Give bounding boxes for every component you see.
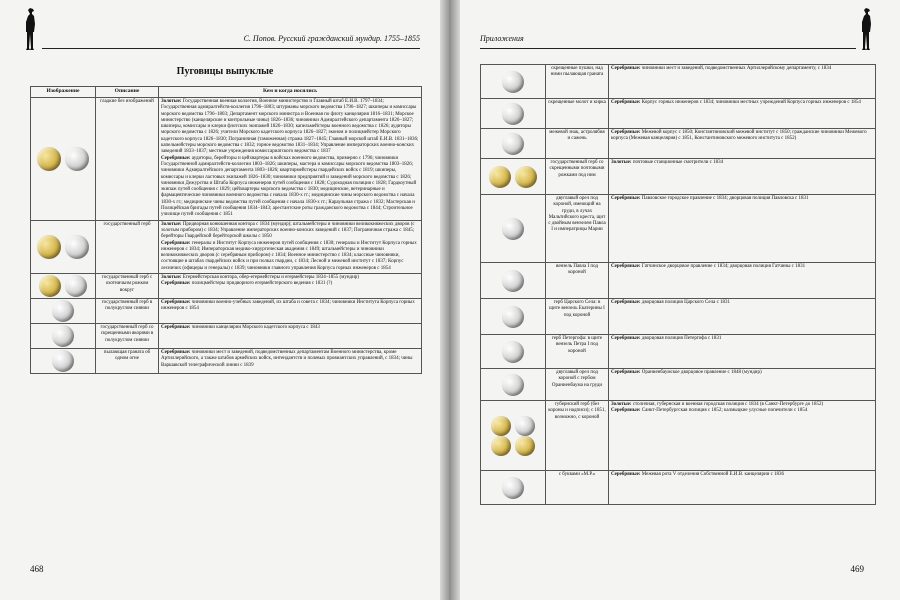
uniform-button-icon (52, 300, 74, 322)
wearer-text: Межевая рота V отделения Собственной Е.И.В. канцелярии с 1836 (641, 472, 785, 477)
uniform-button-icon (502, 306, 524, 328)
uniform-button-icon (502, 270, 524, 292)
metal-label: Серебряные: (611, 196, 641, 201)
officer-silhouette-icon (860, 8, 874, 50)
worn-by-and-when (609, 401, 876, 471)
uniform-button-icon (65, 235, 89, 259)
page-number: 468 (30, 564, 44, 574)
button-images (481, 159, 546, 195)
uniform-button-icon (502, 374, 524, 396)
metal-label: Серебряные: (611, 130, 641, 135)
button-images (31, 98, 96, 221)
table-row (31, 98, 422, 221)
wearer-text: Государственная военная коллегия, Военное министерство и Главный штаб Е.И.В. 1797–1834; Государственная адмиралтейств-коллегия 1796–1803; штурманы морского ведомства 1796–1827; шкиперы и комиссары морского ведомства 1796–1803; Департамент морского министра и Военная по флоту канцелярия 1816–1831; Морское министерство (канцелярские и контрольные чины) 1826–1836; чиновники Адмиралтейского департамента 1826–1827; шкиперы, комиссары и клерки флотских экипажей 1826–1830; капельмейстеры военного ведомства с 1826; аудиторы морского ведомства с 1826; учители Морского кадетского корпуса 1826–1827; эконом и полицмейстер Морского кадетского корпуса 1826–1830; Пограничная (таможенная) стража 1827–1845; Главный морской штаб Е.И.В. 1831–1836; капельмейстеры морского ведомства с 1832; горное ведомство 1831–1834; Управление императорских военно-конских заведений 1833–1837; местные учреждения комиссариатского ведомства с 1837 (161, 99, 419, 155)
worn-by-and-when (159, 299, 422, 324)
button-description: государственный герб со скрещенными почтовыми рожками под ним (546, 159, 609, 195)
worn-by-and-when (159, 220, 422, 273)
uniform-button-icon (502, 341, 524, 363)
wearer-text: аудиторы, берейторы и цейхвартеры в войсках военного ведомства, примерно с 1796; чиновники Государственной адмиралтейств-коллегии 1803–1826; шкиперы, мастера и комиссары морского ведомства 1803–1826; чиновники Адмиралтейского департамента 1803–1826; квартирмейстеры гвардейских войск с 1819; шкиперы, комиссары и клерки ластовых экипажей 1826–1830; чиновники предприятий и заведений морского ведомства с 1826; чиновники Дежурства и Штаба Корпуса инженеров путей сообщения с 1828; Судоходная полиция с 1828; Гардкоутный экипаж путей сообщения с 1829; цейхвартеры морского ведомства с 1830; медицинские, ветеринарные и фармацевтические чиновники военного ведомства с начала 1830-х гг.; медицинские чины морского ведомства с начала 1830-х гг.; медицинские чины ведомства путей сообщения с начала 1830-х гг.; Караульная стража с 1832; Мастерская и Полицейская бригады путей сообщения 1834–1843; арестантские роты гражданского ведомства с 1844; Строительное училище путей сообщения с 1851 (161, 155, 417, 218)
worn-by-and-when (609, 65, 876, 99)
wearer-text: Павловское городское правление с 1834; дворцовая полиция Павловска с 1831 (641, 196, 809, 201)
table-row (31, 299, 422, 324)
button-images (481, 99, 546, 129)
section-title: Пуговицы выпуклые (176, 66, 274, 77)
metal-label: Серебряные: (161, 350, 191, 356)
metal-label: Серебряные: (161, 281, 191, 287)
uniform-button-icon (37, 147, 61, 171)
running-head: Приложения (480, 34, 856, 49)
uniform-button-icon (502, 71, 524, 93)
button-description: герб Петергофа: в щите вензель Петра I под короной (546, 335, 609, 369)
wearer-text: Межевой корпус с 1850; Константиновский межевой институт с 1850; гражданские чиновники Межевого корпуса (Межевая канцелярия) с 1851, Константиновского межевого института с 1852) (611, 130, 867, 142)
wearer-entry (611, 160, 873, 166)
metal-label: Серебряные: (611, 472, 641, 477)
metal-label: Серебряные: (611, 100, 641, 105)
button-description: вензель Павла I под короной (546, 263, 609, 299)
uniform-button-icon (65, 275, 87, 297)
button-images (31, 220, 96, 273)
uniform-button-icon (502, 133, 524, 155)
table-row (481, 129, 876, 159)
button-images (481, 299, 546, 335)
button-description: государственный герб в полукруглом сиянии (96, 299, 159, 324)
button-description: скрещенные молот и кирка (546, 99, 609, 129)
table-row (481, 99, 876, 129)
button-description: двуглавый орел под короной, имеющий на груди, в лучах Мальтийского креста, щит с двойным вензелем Павла I и императрицы Марии (546, 195, 609, 263)
button-images (481, 335, 546, 369)
wearer-entry (161, 99, 419, 156)
button-images (481, 471, 546, 505)
metal-label: Серебряные: (611, 370, 641, 375)
metal-label: Серебряные: (611, 300, 641, 305)
wearer-entry (161, 300, 419, 313)
wearer-entry (611, 264, 873, 270)
table-row (31, 349, 422, 374)
table-body-left (31, 98, 422, 374)
wearer-text: чиновники мест и заведений, подведомственных Артиллерийскому департаменту, с 1834 (641, 66, 832, 71)
wearer-entry (611, 336, 873, 342)
table-row (481, 471, 876, 505)
wearer-text: дворцовая полиция Петергофа с 1831 (641, 336, 722, 341)
header-description: Описание (96, 87, 159, 98)
button-images (481, 65, 546, 99)
wearer-entry (161, 222, 419, 241)
button-description: государственный герб (96, 220, 159, 273)
wearer-text: почтовые станционные смотрители с 1834 (632, 160, 724, 165)
button-description: губернский герб (без короны и надписи); с 1851, возможно, с короной (546, 401, 609, 471)
button-description: государственный герб со скрещенными якорями в полукруглом сиянии (96, 324, 159, 349)
uniform-button-icon (65, 147, 89, 171)
wearer-entry (611, 66, 873, 72)
metal-label: Золотые: (161, 275, 182, 281)
wearer-entry (611, 196, 873, 202)
wearer-text: чиновники военно-учебных заведений, их штаба и совета с 1834; чиновники Института Корпуса горных инженеров с 1854 (161, 300, 415, 312)
wearer-entry (611, 370, 873, 376)
wearer-text: дворцовая полиция Царского Села с 1831 (641, 300, 731, 305)
uniform-button-icon (515, 166, 537, 188)
wearer-entry (161, 350, 419, 369)
button-images (31, 299, 96, 324)
button-images (481, 263, 546, 299)
metal-label: Золотые: (161, 99, 182, 104)
wearer-entry (161, 325, 419, 331)
metal-label: Золотые: (611, 160, 632, 165)
table-row (481, 401, 876, 471)
metal-label: Серебряные: (611, 264, 641, 269)
metal-label: Серебряные: (611, 336, 641, 341)
button-images (481, 401, 546, 471)
button-description: пылающая граната об одном огне (96, 349, 159, 374)
wearer-text: генералы и Институт Корпуса инженеров путей сообщения с 1830; генералы и Институт Корпуса горных инженеров с 1834; Императорская медико-хирургическая академия с 1849; штальмейстеры и чиновники великокняжеских дворов (с серебряным прибором) с 1834; Военное министерство с 1834; классные чиновники, состоящие в штабах гвардейских войск и при полках гвардии, с 1834; Лесной и межевой институт с 1837; Корпус лесничих (офицеры и генералы) с 1839; чиновники главного управления Корпуса горных инженеров с 1854 (161, 240, 417, 271)
uniform-button-icon (52, 325, 74, 347)
wearer-text: Егермейстерская контора, обер-егермейстеры и егермейстеры 1834–1855 (мундир) (182, 275, 359, 281)
wearer-entry (161, 281, 419, 287)
wearer-entry (611, 408, 873, 414)
uniform-button-icon (491, 416, 511, 436)
metal-label: Золотые: (161, 221, 182, 227)
table-row (31, 220, 422, 273)
uniform-button-icon (502, 218, 524, 240)
table-row (481, 195, 876, 263)
worn-by-and-when (609, 471, 876, 505)
button-description: государственный герб с охотничьим рожком вокруг (96, 274, 159, 299)
worn-by-and-when (609, 195, 876, 263)
button-description: с буквами «М.Р.» (546, 471, 609, 505)
metal-label: Серебряные: (161, 325, 191, 331)
header-who-when: Кем и когда носились (159, 87, 422, 98)
metal-label: Серебряные: (161, 240, 191, 246)
wearer-entry (611, 130, 873, 143)
worn-by-and-when (159, 274, 422, 299)
officer-silhouette-icon (24, 8, 38, 50)
button-description: герб Царского Села: в щите вензель Екатерины I под короной (546, 299, 609, 335)
buttons-table-right (480, 64, 876, 505)
worn-by-and-when (609, 129, 876, 159)
table-row (481, 65, 876, 99)
wearer-text: полицмейстеры придворного егермейстерского ведения с 1831 (?) (191, 281, 333, 287)
button-images (31, 274, 96, 299)
wearer-text: чиновники канцелярии Морского кадетского корпуса с 1843 (191, 325, 320, 331)
table-row (481, 335, 876, 369)
uniform-button-icon (502, 103, 524, 125)
wearer-entry (611, 100, 873, 106)
button-images (31, 324, 96, 349)
button-description: гладкие без изображений (96, 98, 159, 221)
buttons-table-left (30, 86, 422, 374)
page-number: 469 (850, 564, 864, 574)
uniform-button-icon (515, 436, 535, 456)
uniform-button-icon (52, 350, 74, 372)
worn-by-and-when (159, 324, 422, 349)
metal-label: Серебряные: (611, 66, 641, 71)
worn-by-and-when (159, 349, 422, 374)
wearer-text: Ораниенбаумское дворцовое правление с 1848 (мундир) (641, 370, 762, 375)
table-body-right (481, 65, 876, 505)
metal-label: Серебряные: (611, 408, 641, 414)
wearer-entry (611, 472, 873, 478)
left-page (0, 0, 448, 600)
worn-by-and-when (609, 99, 876, 129)
button-images (31, 349, 96, 374)
header-image: Изображение (31, 87, 96, 98)
wearer-entry (161, 156, 419, 219)
uniform-button-icon (37, 235, 61, 259)
right-page (452, 0, 900, 600)
table-row (31, 324, 422, 349)
uniform-button-icon (39, 275, 61, 297)
metal-label: Золотые: (611, 402, 632, 407)
wearer-text: Гатчинское дворцовое правление с 1834; дворцовая полиция Гатчины с 1831 (641, 264, 806, 269)
table-row (31, 274, 422, 299)
book-gutter (440, 0, 460, 600)
button-images (481, 129, 546, 159)
running-head: С. Попов. Русский гражданский мундир. 1755–1855 (42, 34, 420, 49)
table-row (481, 299, 876, 335)
wearer-text: столичная, губернская и военная городская полиция с 1834 (в Санкт-Петербурге до 1852) (632, 402, 824, 407)
metal-label: Серебряные: (161, 155, 191, 161)
worn-by-and-when (609, 335, 876, 369)
button-images (481, 195, 546, 263)
uniform-button-icon (489, 166, 511, 188)
table-row (481, 263, 876, 299)
uniform-button-icon (491, 436, 511, 456)
uniform-button-icon (502, 477, 524, 499)
button-description: скрещенные пушки, над ними пылающая граната (546, 65, 609, 99)
wearer-text: Санкт-Петербургская полиция с 1852; калмыцкие улусные попечители с 1854 (641, 408, 808, 414)
worn-by-and-when (609, 299, 876, 335)
uniform-button-icon (515, 416, 535, 436)
wearer-entry (161, 241, 419, 272)
worn-by-and-when (609, 369, 876, 401)
button-description: двуглавый орел под короной с гербом Ораниенбаума на груди (546, 369, 609, 401)
table-row (481, 159, 876, 195)
wearer-entry (611, 300, 873, 306)
button-images (481, 369, 546, 401)
metal-label: Серебряные: (161, 300, 191, 306)
worn-by-and-when (159, 98, 422, 221)
table-row (481, 369, 876, 401)
wearer-text: Придворная конюшенная контора с 1834 (мундир); штальмейстеры и чиновники великокняжеских дворов (с золотым прибором) с 1834; Управление императорских военно-конских заведений с 1837; Пограничная стража с 1845; берейторы Гвардейской берейторской школы с 1850 (161, 221, 415, 240)
button-description: межевой знак, астролябия и сажень (546, 129, 609, 159)
wearer-text: чиновники мест и заведений, подведомственных департаментам Военного министерства, кроме Артиллерийского, а также штабов армейских войск, интендантств и полевых провиантских управлений, с 1834; чины Варшавской телеграфической линии с 1839 (161, 350, 413, 368)
wearer-text: Корпус горных инженеров с 1834; чиновники местных учреждений Корпуса горных инженеров с 1854 (641, 100, 861, 105)
worn-by-and-when (609, 263, 876, 299)
worn-by-and-when (609, 159, 876, 195)
